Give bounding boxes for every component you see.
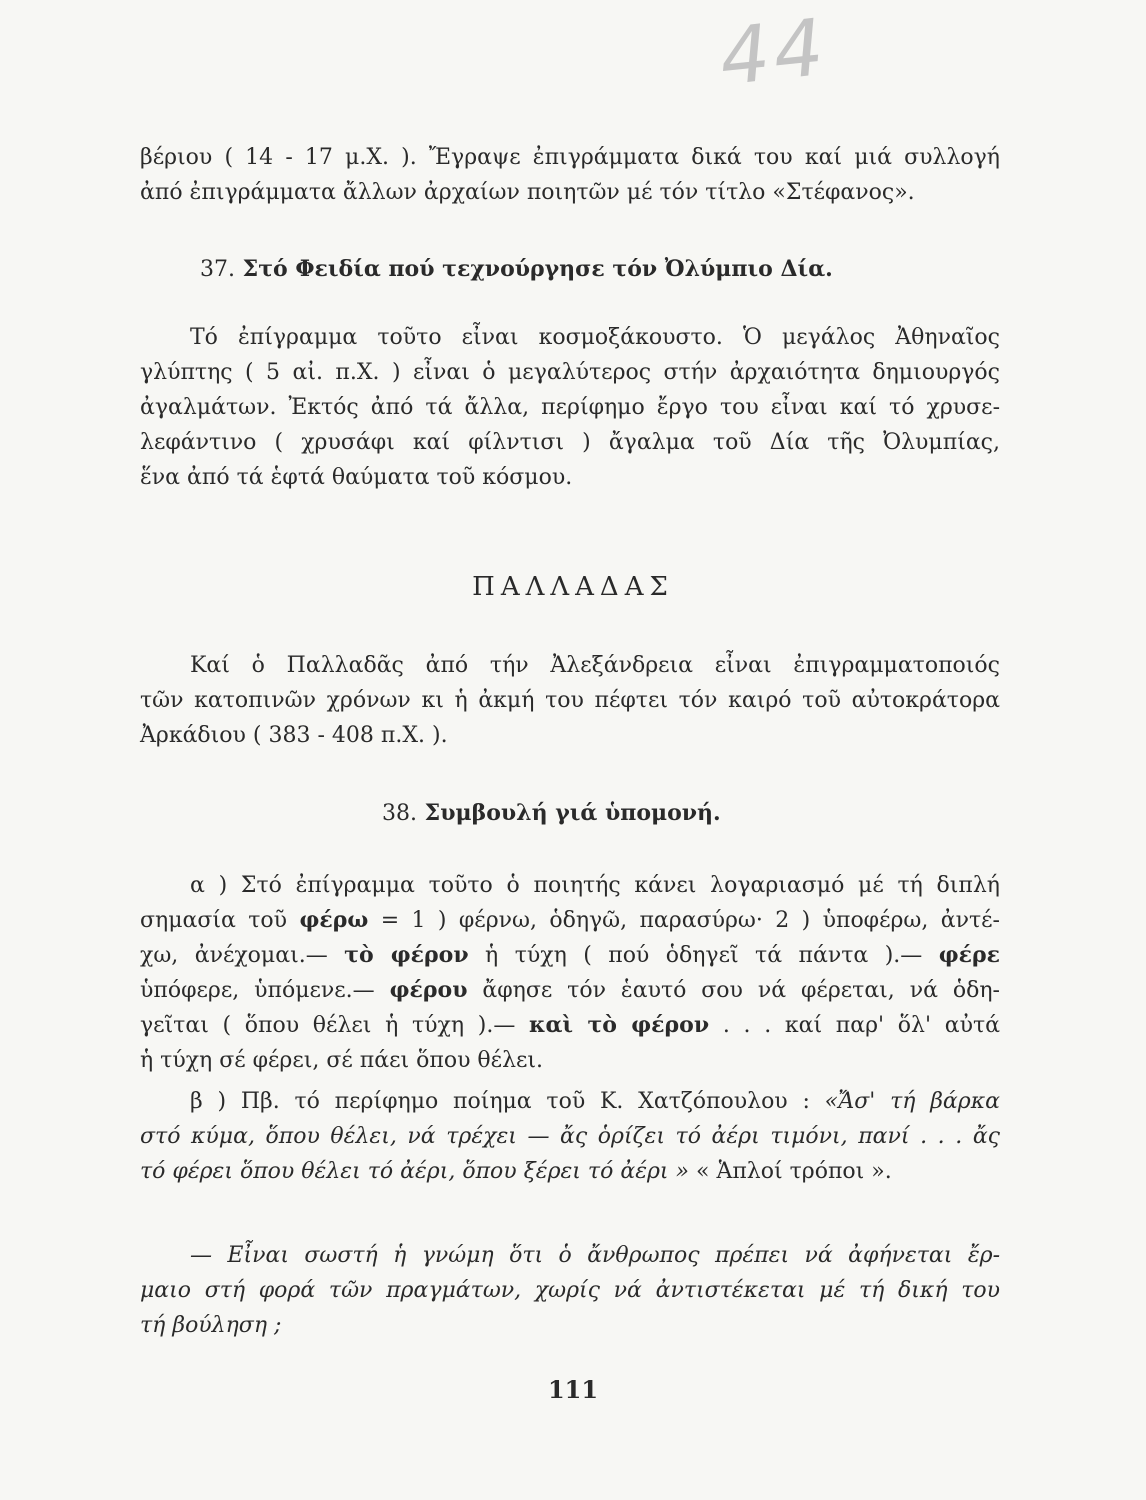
page-number: 111 xyxy=(547,1375,599,1404)
bold-term: καὶ τὸ φέρον xyxy=(529,1012,710,1038)
text-line: τή βούληση ; xyxy=(140,1313,282,1338)
section-37-heading xyxy=(200,256,833,282)
bold-term: φέρου xyxy=(389,977,468,1003)
text-line: ὑπόφερε, ὑπόμενε.— φέρου ἄφησε τόν ἑαυτό σου νά φέρεται, νά ὁδη- xyxy=(140,977,1000,1003)
section-37-paragraph xyxy=(140,320,1000,495)
text-line: γεῖται ( ὅπου θέλει ἡ τύχη ).— καὶ τὸ φέρον . . . καί παρ' ὅλ' αὐτά xyxy=(140,1012,1000,1038)
text-line: τό φέρει ὅπου θέλει τό ἀέρι, ὅπου ξέρει τό ἀέρι » « Ἁπλοί τρόποι ». xyxy=(140,1159,892,1184)
section-38-paragraph-b xyxy=(140,1084,1000,1189)
bold-term: τὸ φέρον xyxy=(344,942,469,968)
section-number: 37. xyxy=(200,257,235,282)
question-paragraph xyxy=(140,1238,1000,1343)
text-line: σημασία τοῦ φέρω = 1 ) φέρνω, ὁδηγῶ, παρασύρω· 2 ) ὑποφέρω, ἀντέ- xyxy=(140,907,1000,933)
poem-quote: «Ἄσ' τή βάρκα xyxy=(824,1089,1000,1114)
text-line: λεφάντινο ( χρυσάφι καί φίλντισι ) ἄγαλμα τοῦ Δία τῆς Ὀλυμπίας, xyxy=(140,430,1000,455)
text-line: Τό ἐπίγραμμα τοῦτο εἶναι κοσμοξάκουστο. Ὁ μεγάλος Ἀθηναῖος xyxy=(190,325,1000,350)
author-paragraph xyxy=(140,648,1000,753)
text-line: βέριου ( 14 - 17 μ.Χ. ). Ἔγραψε ἐπιγράμματα δικά του καί μιά συλλογή xyxy=(140,145,1000,170)
bold-term: φέρω xyxy=(299,907,369,933)
text-line: ἡ τύχη σέ φέρει, σέ πάει ὅπου θέλει. xyxy=(140,1048,544,1073)
text-line: γλύπτης ( 5 αἰ. π.Χ. ) εἶναι ὁ μεγαλύτερος στήν ἀρχαιότητα δημιουργός xyxy=(140,360,1000,385)
text-line: ἕνα ἀπό τά ἑφτά θαύματα τοῦ κόσμου. xyxy=(140,465,573,490)
section-38-paragraph-a xyxy=(140,868,1000,1078)
intro-paragraph xyxy=(140,140,1000,210)
text-line: ἀπό ἐπιγράμματα ἄλλων ἀρχαίων ποιητῶν μέ τόν τίτλο «Στέφανος». xyxy=(140,180,915,205)
bold-term: φέρε xyxy=(938,942,1001,968)
section-title: Συμβουλή γιά ὑπομονή. xyxy=(424,800,721,826)
text-line: Ἀρκάδιου ( 383 - 408 π.Χ. ). xyxy=(140,723,448,748)
text-line: β ) Πβ. τό περίφημο ποίημα τοῦ Κ. Χατζόπουλου : «Ἄσ' τή βάρκα xyxy=(190,1089,1000,1114)
text-line: μαιο στή φορά τῶν πραγμάτων, χωρίς νά ἀντιστέκεται μέ τή δική του xyxy=(140,1278,1000,1303)
handwritten-page-mark: 44 xyxy=(715,2,832,104)
text-line: — Εἶναι σωστή ἡ γνώμη ὅτι ὁ ἄνθρωπος πρέπει νά ἀφήνεται ἔρ- xyxy=(190,1243,1000,1268)
text-line: τῶν κατοπινῶν χρόνων κι ἡ ἀκμή του πέφτει τόν καιρό τοῦ αὐτοκράτορα xyxy=(140,688,1000,713)
section-38-heading xyxy=(382,800,721,826)
author-title: ΠΑΛΛΑΔΑΣ xyxy=(472,572,674,602)
section-number: 38. xyxy=(382,801,417,826)
text-line: α ) Στό ἐπίγραμμα τοῦτο ὁ ποιητής κάνει λογαριασμό μέ τή διπλή xyxy=(190,873,1000,898)
text-line: στό κύμα, ὅπου θέλει, νά τρέχει — ἄς ὁρίζει τό ἀέρι τιμόνι, πανί . . . ἄς xyxy=(140,1124,1000,1149)
section-title: Στό Φειδία πού τεχνούργησε τόν Ὀλύμπιο Δία. xyxy=(242,256,833,282)
text-line: Καί ὁ Παλλαδᾶς ἀπό τήν Ἀλεξάνδρεια εἶναι ἐπιγραμματοποιός xyxy=(190,653,1000,678)
text-line: ἀγαλμάτων. Ἐκτός ἀπό τά ἄλλα, περίφημο ἔργο του εἶναι καί τό χρυσε- xyxy=(140,395,1000,420)
text-line: χω, ἀνέχομαι.— τὸ φέρον ἡ τύχη ( πού ὁδηγεῖ τά πάντα ).— φέρε xyxy=(140,942,1001,968)
